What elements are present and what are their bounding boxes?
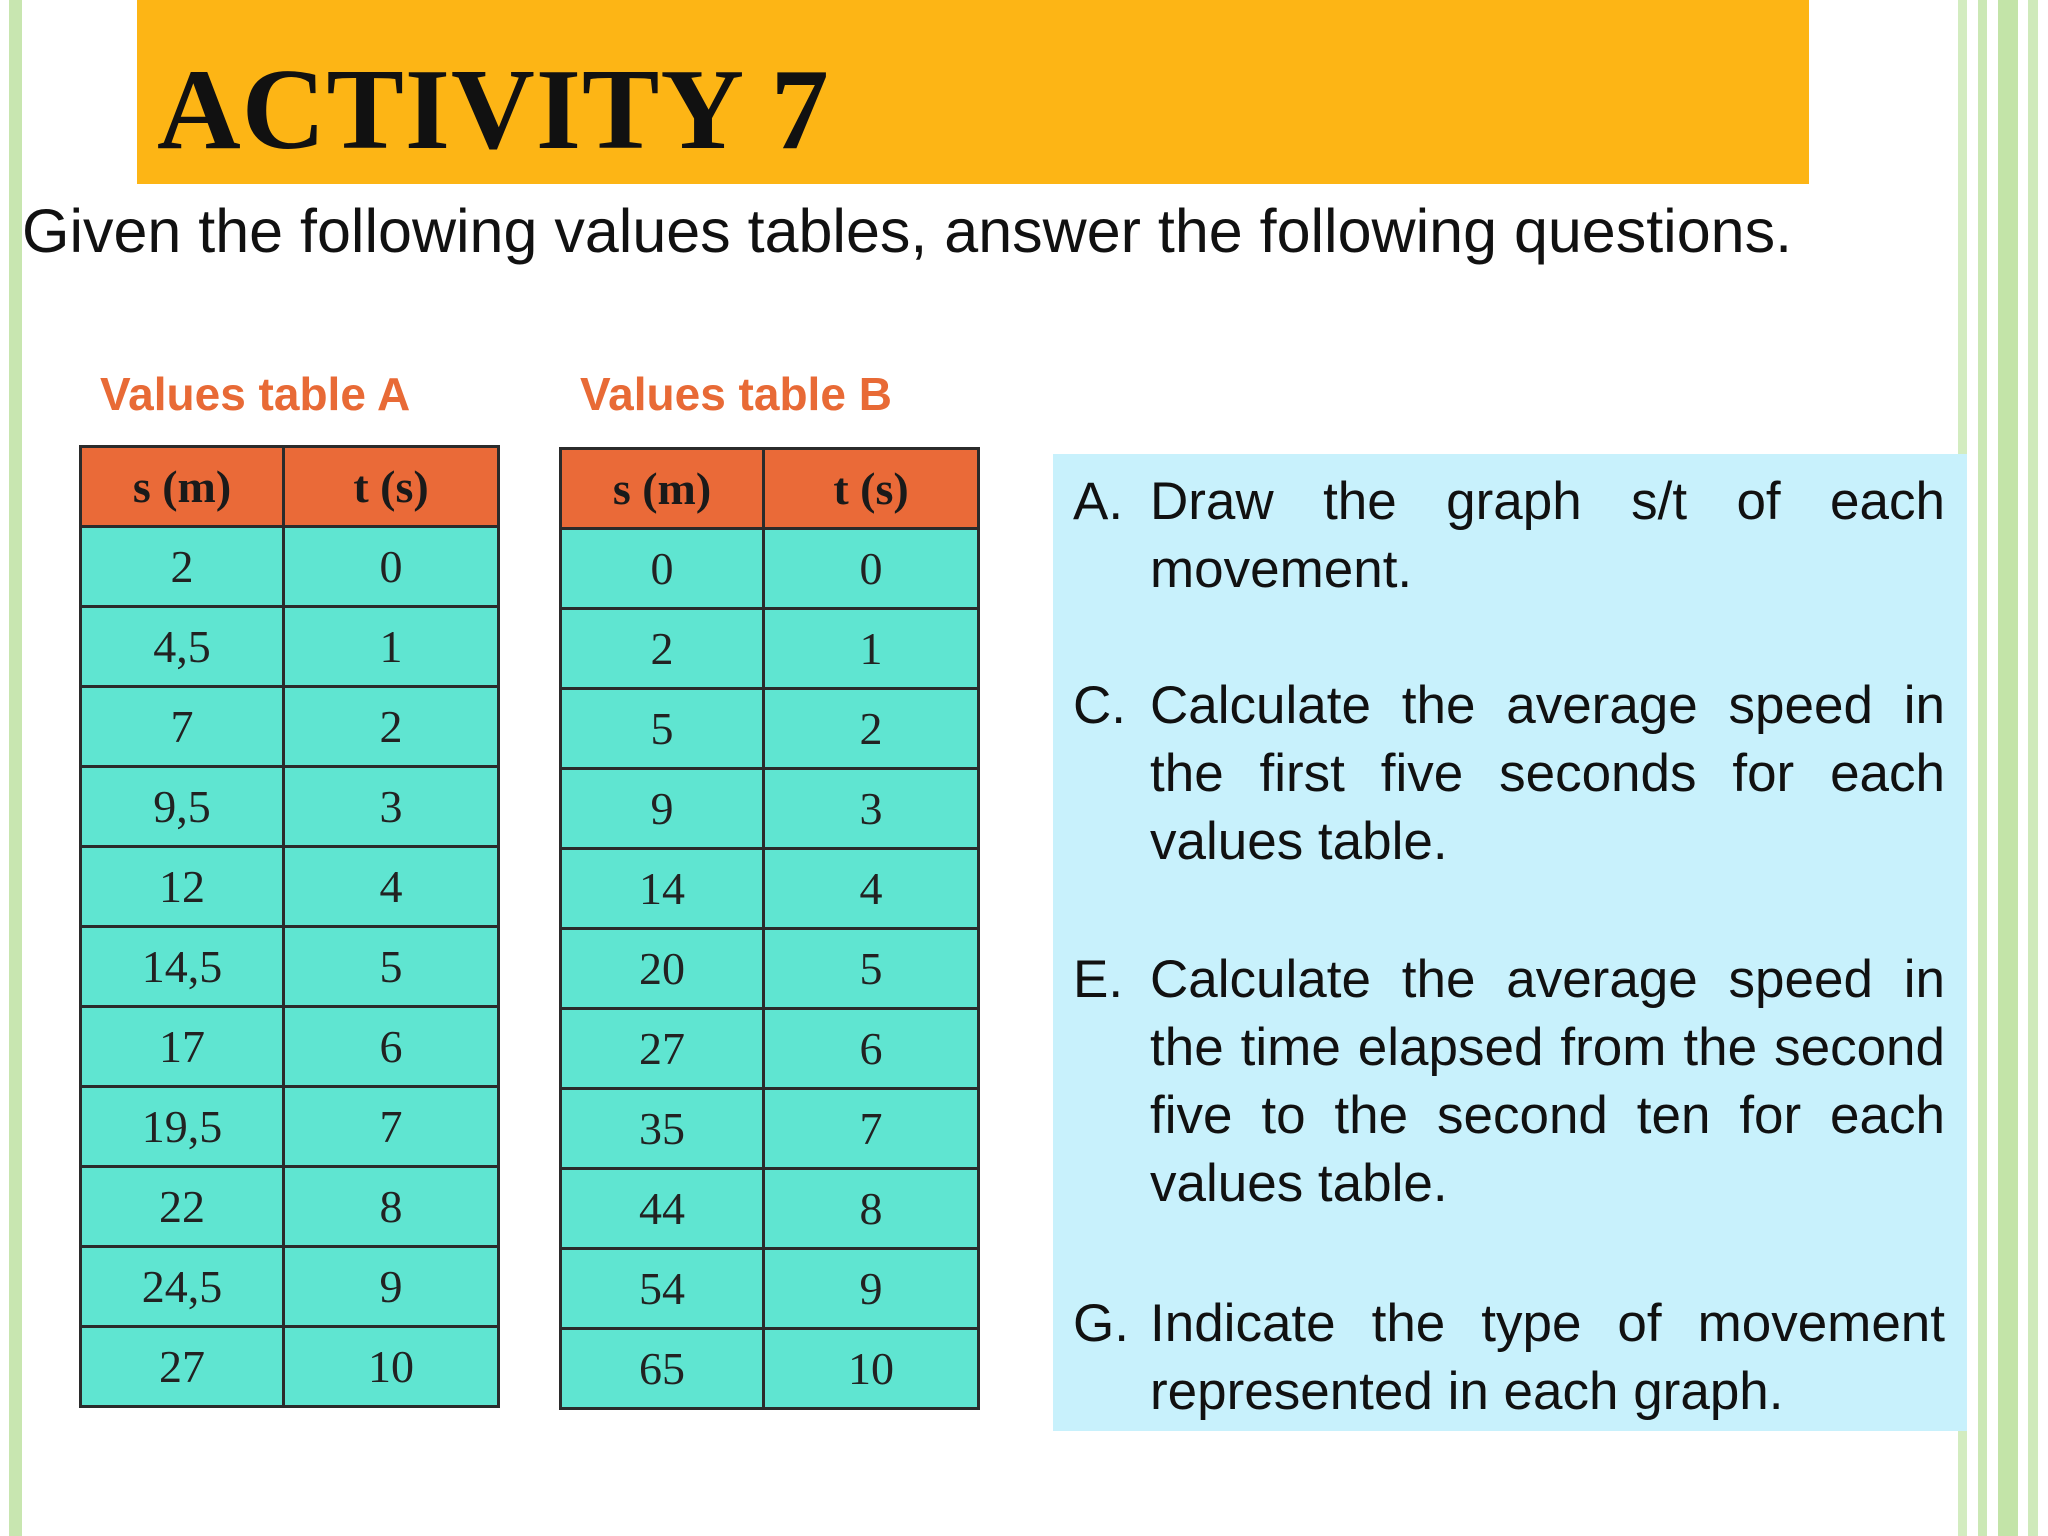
time-cell: 10 xyxy=(284,1327,499,1407)
table-a-caption: Values table A xyxy=(100,368,411,420)
question-c xyxy=(1073,672,1945,876)
table-row xyxy=(81,847,499,927)
time-cell: 1 xyxy=(764,609,979,689)
time-cell: 0 xyxy=(764,529,979,609)
distance-cell: 24,5 xyxy=(81,1247,284,1327)
table-b-caption: Values table B xyxy=(580,368,892,420)
distance-cell: 35 xyxy=(561,1089,764,1169)
distance-cell: 9 xyxy=(561,769,764,849)
time-cell: 6 xyxy=(284,1007,499,1087)
table-row xyxy=(561,689,979,769)
right-decorative-stripe xyxy=(2028,0,2038,1536)
distance-cell: 65 xyxy=(561,1329,764,1409)
table-row xyxy=(561,769,979,849)
time-cell: 7 xyxy=(284,1087,499,1167)
instructions-text: Given the following values tables, answer the following questions. xyxy=(22,197,1793,265)
column-header-distance: s (m) xyxy=(561,449,764,529)
table-row xyxy=(561,1249,979,1329)
time-cell: 0 xyxy=(284,527,499,607)
table-row xyxy=(561,1009,979,1089)
question-letter: C. xyxy=(1073,676,1126,735)
time-cell: 4 xyxy=(764,849,979,929)
time-cell: 2 xyxy=(284,687,499,767)
distance-cell: 54 xyxy=(561,1249,764,1329)
distance-cell: 14,5 xyxy=(81,927,284,1007)
table-row xyxy=(81,527,499,607)
question-text: Draw the graph s/t of each movement. xyxy=(1150,472,1945,599)
questions-box xyxy=(1053,454,1967,1431)
distance-cell: 19,5 xyxy=(81,1087,284,1167)
question-g xyxy=(1073,1290,1945,1426)
table-row xyxy=(561,1089,979,1169)
column-header-time: t (s) xyxy=(284,447,499,527)
distance-cell: 27 xyxy=(81,1327,284,1407)
distance-cell: 14 xyxy=(561,849,764,929)
table-row xyxy=(561,529,979,609)
column-header-distance: s (m) xyxy=(81,447,284,527)
distance-cell: 5 xyxy=(561,689,764,769)
distance-cell: 4,5 xyxy=(81,607,284,687)
question-e xyxy=(1073,946,1945,1218)
distance-cell: 17 xyxy=(81,1007,284,1087)
distance-cell: 2 xyxy=(561,609,764,689)
question-letter: E. xyxy=(1073,950,1124,1009)
left-decorative-stripe xyxy=(9,0,22,1536)
column-header-time: t (s) xyxy=(764,449,979,529)
table-row xyxy=(81,1247,499,1327)
table-row xyxy=(81,1087,499,1167)
table-row xyxy=(81,607,499,687)
time-cell: 5 xyxy=(284,927,499,1007)
distance-cell: 20 xyxy=(561,929,764,1009)
table-row xyxy=(81,927,499,1007)
time-cell: 6 xyxy=(764,1009,979,1089)
table-row xyxy=(81,1167,499,1247)
right-decorative-stripe xyxy=(1978,0,1987,1536)
question-letter: A. xyxy=(1073,472,1124,531)
time-cell: 4 xyxy=(284,847,499,927)
values-table-b xyxy=(559,447,980,1410)
time-cell: 9 xyxy=(764,1249,979,1329)
table-row xyxy=(81,1007,499,1087)
table-header-row xyxy=(561,449,979,529)
time-cell: 8 xyxy=(764,1169,979,1249)
title-bar xyxy=(137,0,1809,184)
table-row xyxy=(81,1327,499,1407)
question-text: Indicate the type of movement represented in each graph. xyxy=(1150,1294,1945,1421)
table-row xyxy=(561,1329,979,1409)
page-title: ACTIVITY 7 xyxy=(157,46,830,174)
table-row xyxy=(81,767,499,847)
distance-cell: 27 xyxy=(561,1009,764,1089)
table-row xyxy=(561,609,979,689)
distance-cell: 2 xyxy=(81,527,284,607)
time-cell: 3 xyxy=(284,767,499,847)
distance-cell: 44 xyxy=(561,1169,764,1249)
time-cell: 10 xyxy=(764,1329,979,1409)
table-row xyxy=(81,687,499,767)
question-text: Calculate the average speed in the time elapsed from the second five to the second ten for each values table. xyxy=(1150,950,1945,1213)
time-cell: 1 xyxy=(284,607,499,687)
time-cell: 5 xyxy=(764,929,979,1009)
table-row xyxy=(561,849,979,929)
right-decorative-stripe xyxy=(1998,0,2018,1536)
question-letter: G. xyxy=(1073,1294,1129,1353)
distance-cell: 9,5 xyxy=(81,767,284,847)
question-text: Calculate the average speed in the first five seconds for each values table. xyxy=(1150,676,1945,871)
values-table-a xyxy=(79,445,500,1408)
table-header-row xyxy=(81,447,499,527)
distance-cell: 7 xyxy=(81,687,284,767)
time-cell: 7 xyxy=(764,1089,979,1169)
table-row xyxy=(561,929,979,1009)
time-cell: 9 xyxy=(284,1247,499,1327)
distance-cell: 22 xyxy=(81,1167,284,1247)
table-row xyxy=(561,1169,979,1249)
question-a xyxy=(1073,468,1945,604)
distance-cell: 0 xyxy=(561,529,764,609)
time-cell: 8 xyxy=(284,1167,499,1247)
distance-cell: 12 xyxy=(81,847,284,927)
time-cell: 3 xyxy=(764,769,979,849)
time-cell: 2 xyxy=(764,689,979,769)
